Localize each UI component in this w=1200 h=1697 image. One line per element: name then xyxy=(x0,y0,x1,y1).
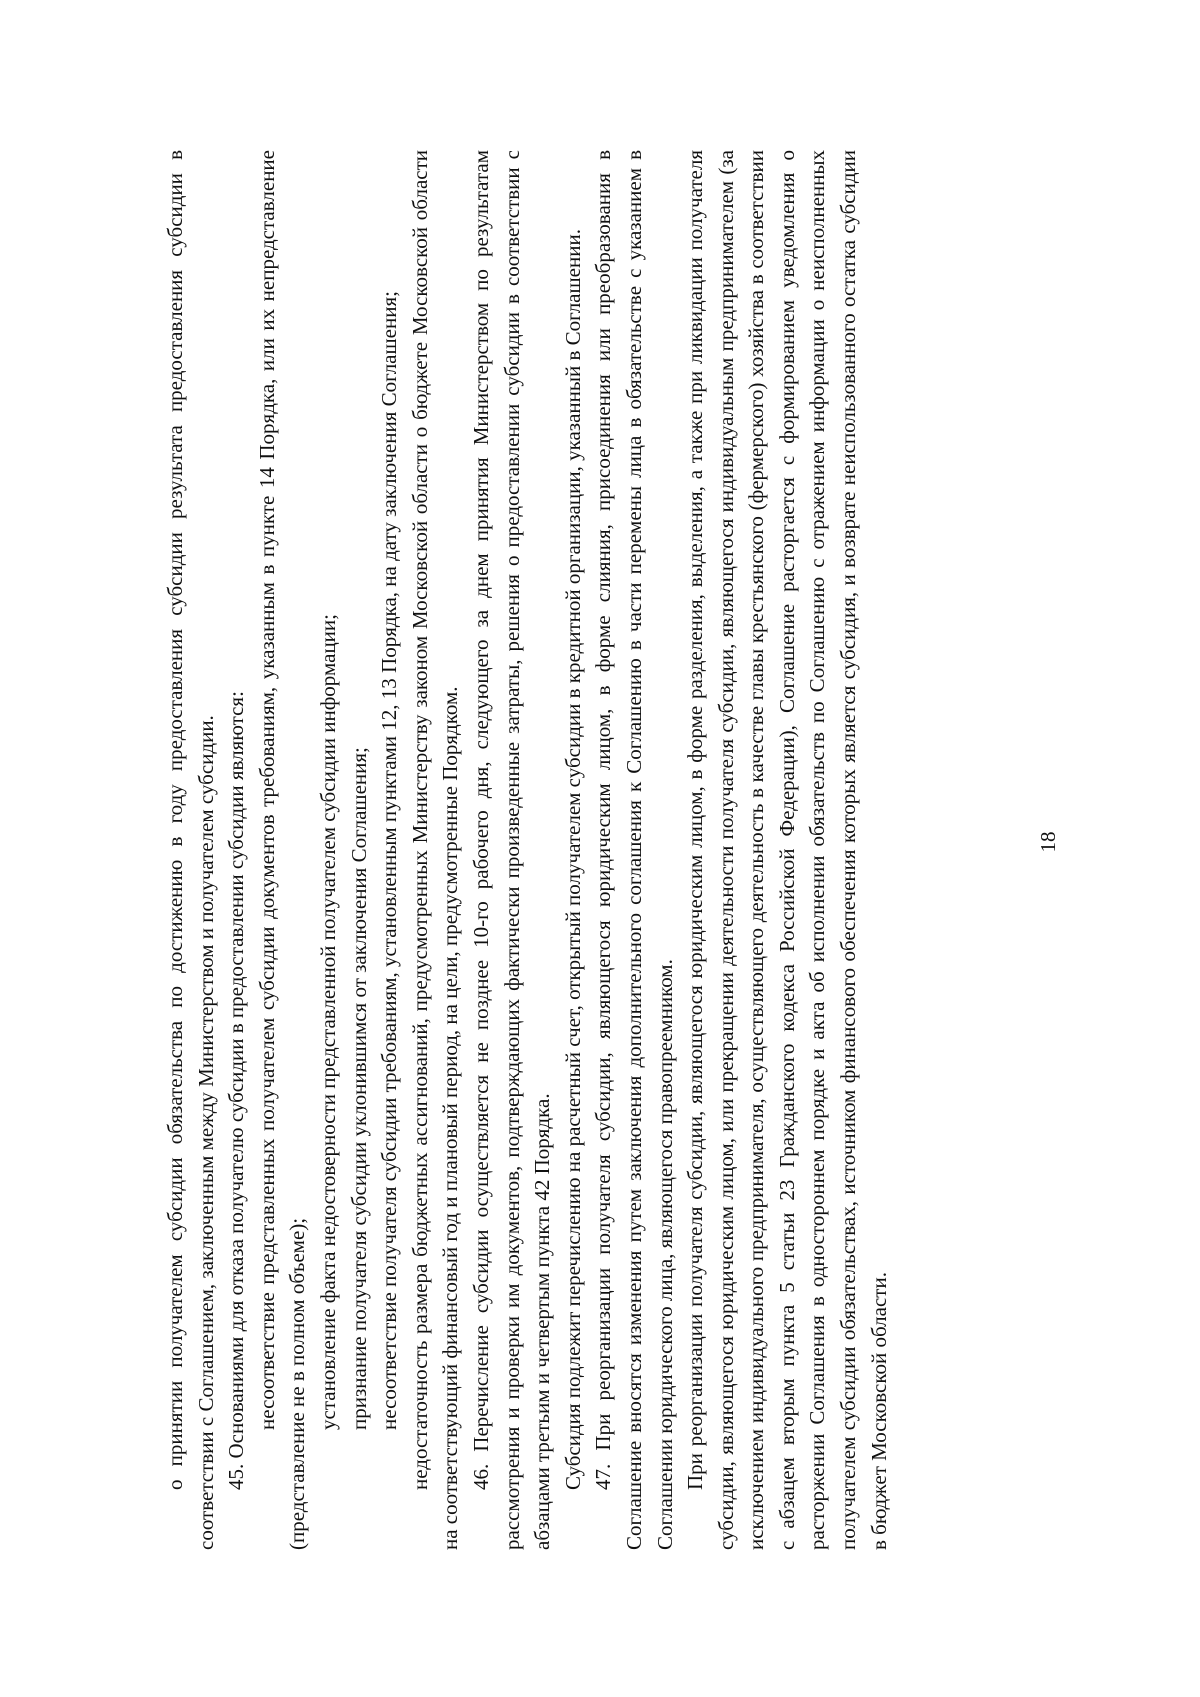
paragraph-3: несоответствие представленных получателем субсидии документов требованиям, указанным в пункте 14 Порядка, или их непредставление (представление не в полном объеме); xyxy=(254,150,310,1550)
paragraph-11: При реорганизации получателя субсидии, являющегося юридическим лицом, в форме разделения, выделения, а также при ликвидации получателя субсидии, являющегося юридическим лицом, или прекращении деятельности получателя субсидии, являющегося индивидуальным предпринимателем (за исключением индивидуального предпринимателя, осуществляющего деятельность в качестве главы крестьянского (фермерского) хозяйства в соответствии с абзацем вторым пункта 5 статьи 23 Гражданского кодекса Российской Федерации), Соглашение расторгается с формированием уведомления о расторжении Соглашения в одностороннем порядке и акта об исполнении обязательств по Соглашению с отражением информации о неисполненных получателем субсидии обязательствах, источником финансового обеспечения которых является субсидия, и возврате неиспользованного остатка субсидии в бюджет Московской области. xyxy=(683,150,891,1550)
paragraph-5: признание получателя субсидии уклонившимся от заключения Соглашения; xyxy=(346,747,371,1430)
paragraph-8: 46. Перечисление субсидии осуществляется не позднее 10-го рабочего дня, следующего за днем принятия Министерством по результатам рассмотрения и проверки им документов, подтверждающих фактически произведенные затраты, решения о предоставлении субсидии в соответствии с абзацами третьим и четвертым пункта 42 Порядка. xyxy=(468,150,555,1550)
paragraph-7: недостаточность размера бюджетных ассигнований, предусмотренных Министерству законом Московской области о бюджете Московской области на соответствующий финансовый год и плановый период, на цели, предусмотренные Порядком. xyxy=(407,150,463,1550)
paragraph-2: 45. Основаниями для отказа получателю субсидии в предоставлении субсидии являются: xyxy=(224,691,249,1490)
page-number: 18 xyxy=(1036,831,1060,853)
paragraph-4: установление факта недостоверности представленной получателем субсидии информации; xyxy=(315,614,340,1430)
paragraph-6: несоответствие получателя субсидии требованиям, установленным пунктами 12, 13 Порядка, на дату заключения Соглашения; xyxy=(377,291,402,1430)
rotated-text-block xyxy=(160,150,980,1550)
paragraph-10: 47. При реорганизации получателя субсидии, являющегося юридическим лицом, в форме слияния, присоединения или преобразования в Соглашение вносятся изменения путем заключения дополнительного соглашения к Соглашению в части перемены лица в обязательстве с указанием в Соглашении юридического лица, являющегося правопреемником. xyxy=(591,150,677,1550)
paragraph-1: о принятии получателем субсидии обязательства по достижению в году предоставления субсидии результата предоставления субсидии в соответствии с Соглашением, заключенным между Министерством и получателем субсидии. xyxy=(163,150,218,1550)
paragraph-9: Субсидия подлежит перечислению на расчетный счет, открытый получателем субсидии в кредитной организации, указанный в Соглашении. xyxy=(560,229,585,1490)
